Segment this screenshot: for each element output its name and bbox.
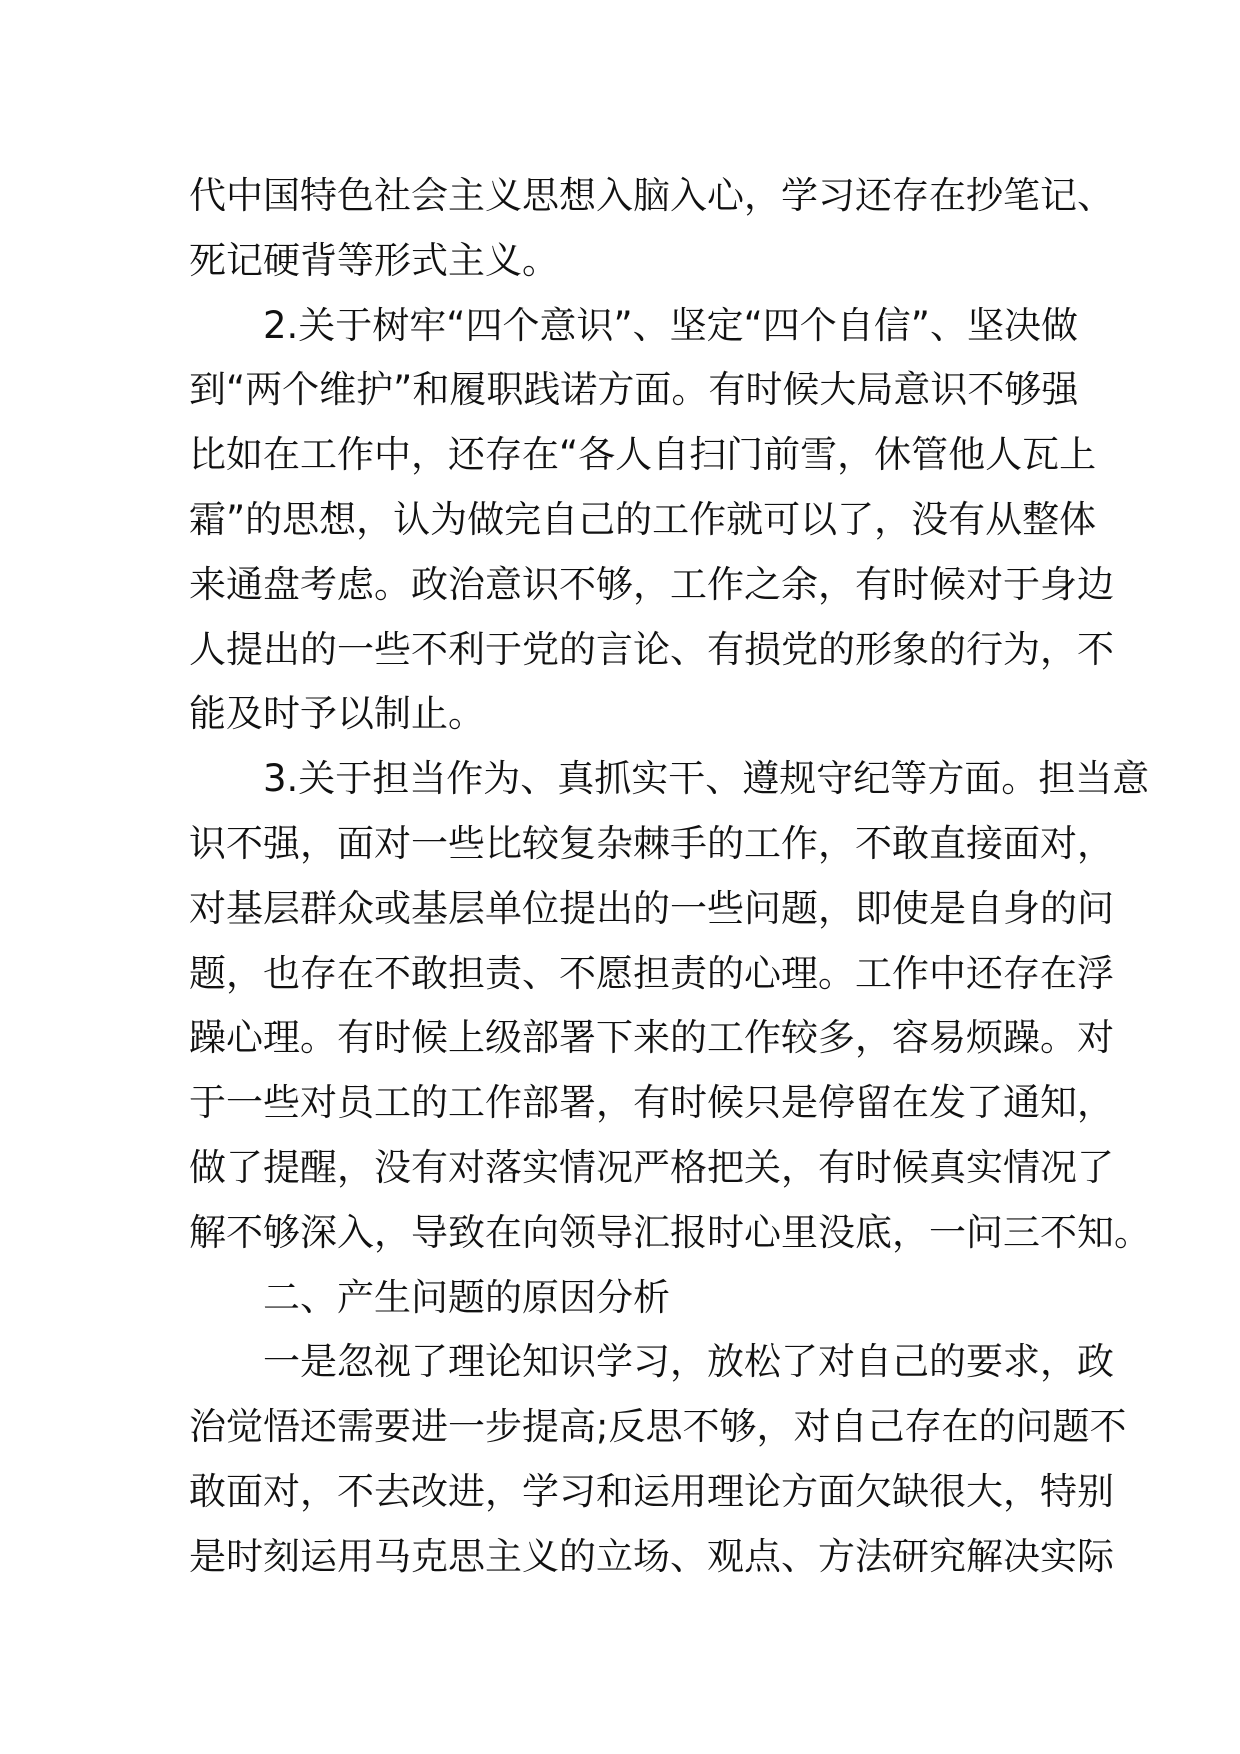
text-line: 能及时予以制止。 xyxy=(189,692,485,736)
text-line: 比如在工作中，还存在“各人自扫门前雪，休管他人瓦上 xyxy=(189,433,1097,477)
text-line: 躁心理。有时候上级部署下来的工作较多，容易烦躁。对 xyxy=(189,1016,1114,1060)
text-line: 到“两个维护”和履职践诺方面。有时候大局意识不够强 xyxy=(189,368,1079,412)
text-line: 治觉悟还需要进一步提高;反思不够，对自己存在的问题不 xyxy=(189,1405,1127,1449)
text-line: 做了提醒，没有对落实情况严格把关，有时候真实情况了 xyxy=(189,1145,1114,1189)
text-line: 识不强，面对一些比较复杂棘手的工作，不敢直接面对， xyxy=(189,821,1114,865)
text-line: 死记硬背等形式主义。 xyxy=(189,238,559,282)
text-line: 题，也存在不敢担责、不愿担责的心理。工作中还存在浮 xyxy=(189,951,1114,995)
text-line: 于一些对员工的工作部署，有时候只是停留在发了通知， xyxy=(189,1081,1114,1125)
text-line: 来通盘考虑。政治意识不够，工作之余，有时候对于身边 xyxy=(189,562,1114,606)
section-heading: 二、产生问题的原因分析 xyxy=(263,1275,670,1319)
text-line: 2.关于树牢“四个意识”、坚定“四个自信”、坚决做 xyxy=(263,303,1078,347)
text-line: 一是忽视了理论知识学习，放松了对自己的要求，政 xyxy=(263,1340,1114,1384)
text-line: 敢面对，不去改进，学习和运用理论方面欠缺很大，特别 xyxy=(189,1469,1114,1513)
text-line: 霜”的思想，认为做完自己的工作就可以了，没有从整体 xyxy=(189,497,1097,541)
text-line: 对基层群众或基层单位提出的一些问题，即使是自身的问 xyxy=(189,886,1114,930)
text-line: 代中国特色社会主义思想入脑入心，学习还存在抄笔记、 xyxy=(189,174,1114,217)
text-line: 3.关于担当作为、真抓实干、遵规守纪等方面。担当意 xyxy=(263,757,1150,801)
text-line: 解不够深入，导致在向领导汇报时心里没底，一问三不知。 xyxy=(189,1210,1151,1254)
text-line: 是时刻运用马克思主义的立场、观点、方法研究解决实际 xyxy=(189,1534,1114,1578)
text-line: 人提出的一些不利于党的言论、有损党的形象的行为，不 xyxy=(189,627,1114,671)
body-text xyxy=(189,164,1151,1590)
